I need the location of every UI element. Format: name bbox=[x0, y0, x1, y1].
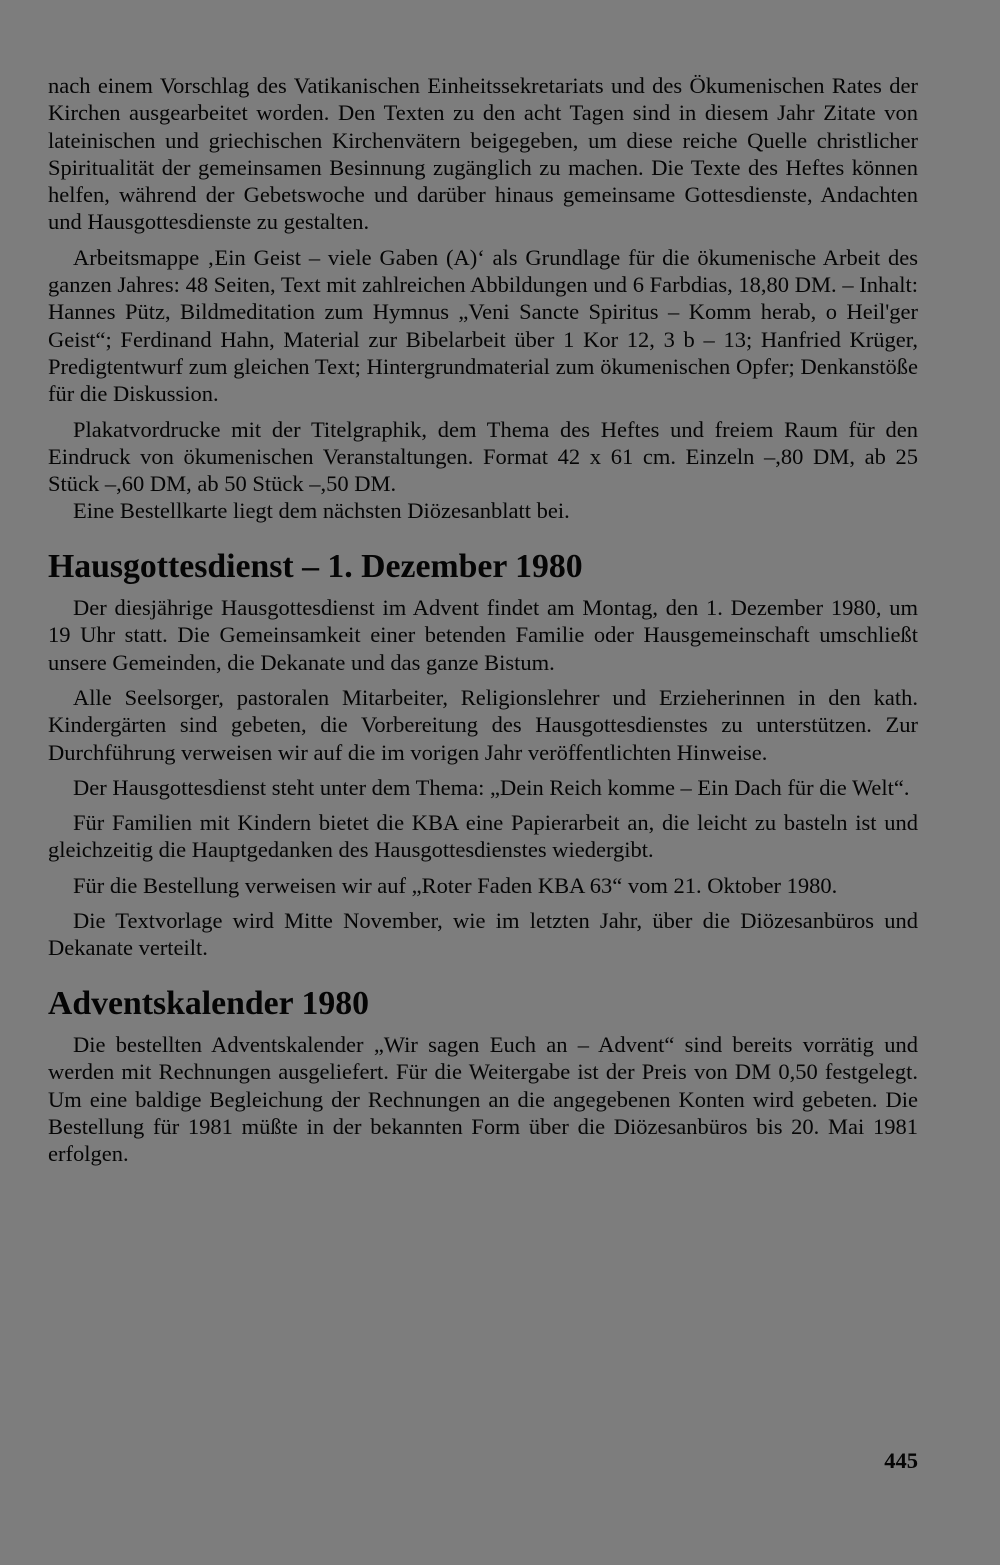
page-number: 445 bbox=[884, 1448, 918, 1473]
intro-paragraph-3: Plakatvordrucke mit der Titelgraphik, dem Thema des Heftes und freiem Raum für den Eindruck von ökumenischen Veranstaltungen. Format 42 x 61 cm. Einzeln –,80 DM, ab 25 Stück –,60 DM, ab 50 Stück –,50 DM. bbox=[48, 416, 918, 497]
hausgottesdienst-paragraph-3: Der Hausgottesdienst steht unter dem Thema: „Dein Reich komme – Ein Dach für die Welt“. bbox=[73, 774, 910, 800]
intro-paragraph-1: nach einem Vorschlag des Vatikanischen Einheitssekretariats und des Ökumenischen Rates der Kirchen ausgearbeitet worden. Den Texten zu den acht Tagen sind in diesem Jahr Zitate von lateinischen und griechischen Kirchenvätern beigegeben, um diese reiche Quelle christlicher Spiritualität der gemeinsamen Besinnung zugänglich zu machen. Die Texte des Heftes können helfen, während der Gebetswoche und darüber hinaus gemeinsame Gottesdienste, Andachten und Hausgottesdienste zu gestalten. bbox=[48, 73, 918, 235]
intro-paragraph-2: Arbeitsmappe ‚Ein Geist – viele Gaben (A)‘ als Grundlage für die ökumenische Arbeit des ganzen Jahres: 48 Seiten, Text mit zahlreichen Abbildungen und 6 Farbdias, 18,80 DM. – Inhalt: Hannes Pütz, Bildmeditation zum Hymnus „Veni Sancte Spiritus – Komm herab, o Heil'ger Geist“; Ferdinand Hahn, Material zur Bibelarbeit über 1 Kor 12, 3 b – 13; Hanfried Krüger, Predigtentwurf zum gleichen Text; Hintergrundmaterial zum ökumenischen Opfer; Denkanstöße für die Diskussion. bbox=[48, 244, 918, 407]
hausgottesdienst-paragraph-6: Die Textvorlage wird Mitte November, wie im letzten Jahr, über die Diözesanbüros und Dekanate verteilt. bbox=[48, 908, 918, 961]
intro-paragraph-4: Eine Bestellkarte liegt dem nächsten Diözesanblatt bei. bbox=[73, 498, 570, 524]
section-heading-adventskalender: Adventskalender 1980 bbox=[48, 984, 369, 1022]
hausgottesdienst-paragraph-2: Alle Seelsorger, pastoralen Mitarbeiter, Religionslehrer und Erzieherinnen in den kath. Kindergärten sind gebeten, die Vorbereitung des Hausgottesdienstes zu unterstützen. Zur Durchführung verweisen wir auf die im vorigen Jahr veröffentlichten Hinweise. bbox=[48, 684, 918, 765]
section-heading-hausgottesdienst: Hausgottesdienst – 1. Dezember 1980 bbox=[48, 547, 583, 585]
hausgottesdienst-paragraph-1: Der diesjährige Hausgottesdienst im Advent findet am Montag, den 1. Dezember 1980, um 19 Uhr statt. Die Gemeinsamkeit einer betenden Familie oder Hausgemeinschaft umschließt unsere Gemeinden, die Dekanate und das ganze Bistum. bbox=[48, 595, 918, 675]
document-page bbox=[48, 72, 918, 1175]
hausgottesdienst-paragraph-5: Für die Bestellung verweisen wir auf „Roter Faden KBA 63“ vom 21. Oktober 1980. bbox=[73, 872, 838, 898]
adventskalender-paragraph-1: Die bestellten Adventskalender „Wir sagen Euch an – Advent“ sind bereits vorrätig und werden mit Rechnungen ausgeliefert. Für die Weitergabe ist der Preis von DM 0,50 festgelegt. Um eine baldige Begleichung der Rechnungen an die angegebenen Konten wird gebeten. Die Bestellung für 1981 müßte in der bekannten Form über die Diözesanbüros bis 20. Mai 1981 erfolgen. bbox=[48, 1031, 918, 1167]
hausgottesdienst-paragraph-4: Für Familien mit Kindern bietet die KBA eine Papierarbeit an, die leicht zu basteln ist und gleichzeitig die Hauptgedanken des Hausgottesdienstes wiedergibt. bbox=[48, 810, 918, 863]
